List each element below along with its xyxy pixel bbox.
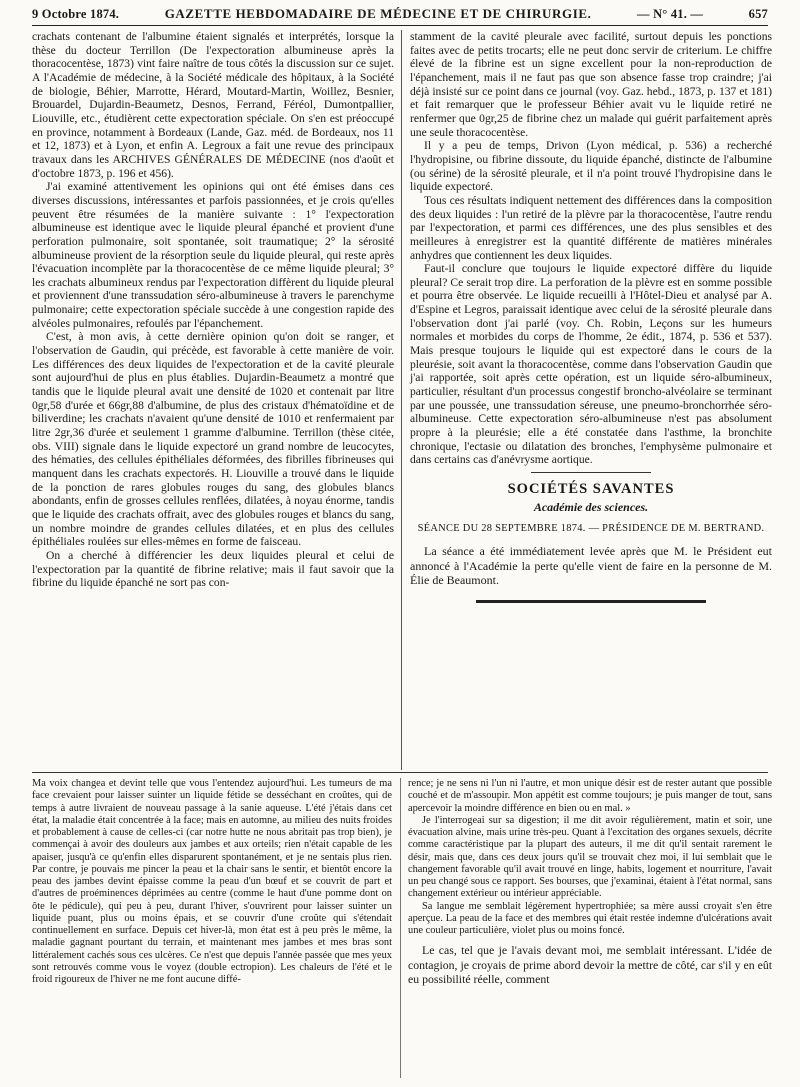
subsection-title: Académie des sciences. (533, 499, 649, 514)
feuilleton-right (408, 778, 772, 986)
session-line: SÉANCE DU 28 SEPTEMBRE 1874. — PRÉSIDENCE DE M. BERTRAND. (417, 523, 765, 535)
paragraph: C'est, à mon avis, à cette dernière opinion qu'on doit se ranger, et l'observation de Gaudin, qui précède, est favorable à cette manière de voir. Les différences des deux liquides de l'expectoration et de la cavité pleurale sont aujourd'hui de plus en plus établies. Dujardin-Beaumetz a montré que tandis que le liquide pleural avait une densité de 1020 et contenait par litre 0gr,58 d'urée et 66gr,88 d'albumine, de plus des cristaux d'hématoïdine et de biliverdine; les crachats n'avaient qu'une densité de 1010 et renfermaient par litre 2gr,36 d'urée et seulement 1 gramme d'albumine. Terrillon (thèse citée, obs. VIII) signale dans le liquide expectoré un grand nombre de leucocytes, des hématies, des cellules épithéliales déformées, des fibrilles fibrineuses qui manquent dans les crachats expectorés. H. Liouville a trouvé dans le liquide de la ponction de rares globules rouges du sang, des globules blancs abondants, enfin de grosses cellules renflées, dilatées, à noyau énorme, tandis que le liquide des crachats offrait, avec des globules rouges et blancs du sang, un nombre moindre de grandes cellules dilatées, et en plus des cellules épithéliales roulées sur elles-mêmes en forme de faisceau. (32, 330, 394, 549)
paragraph: stamment de la cavité pleurale avec facilité, surtout depuis les ponctions faites avec de petits trocarts; elle ne peut donc servir de criterium. Le chiffre élevé de la fibrine est un signe excellent pour la non-reproduction de l'épanchement, mais il ne faut pas que son absence fasse trop craindre; j'ai déjà insisté sur ce point dans ce journal (voy. Gaz. hebd., 1873, p. 137 et 181) et fait remarquer que le professeur Béhier avait vu le liquide retiré ne renfermer que 0gr,25 de fibrine chez un malade qui guérit parfaitement après une seule thoracocentèse. (410, 30, 772, 139)
section-end-rule (476, 600, 706, 603)
column-left (32, 30, 394, 590)
paragraph: Ma voix changea et devint telle que vous l'entendez aujourd'hui. Les tumeurs de ma face crevaient pour laisser suinter un liquide fétide se desséchant en croûtes, qui de temps à autre livraient de nouveau passage à la sanie aqueuse. L'été j'étais dans cet état, la maladie était concentrée à la face; mais en automne, au milieu des nuits froides et probablement à cause de celles-ci (car notre hutte ne nous abritait pas trop bien), je commençai à avoir des douleurs aux jambes et aux orteils; rien n'était capable de les apaiser, jusqu'à ce qu'enfin elles disparurent spontanément, et je ne sentais plus rien. Par contre, je pouvais me pincer la peau et la chair sans le sentir, et bientôt encore la peau des jambes devint épaisse comme la peau d'un bœuf et se couvrit de part et d'autres de proéminences déprimées au centre (comme le haut d'une pomme dont on ôte le pédicule), qui peu à peu, durant l'hiver, s'ouvrirent pour laisser suinter un liquide puant, plus ou moins épais, et se couvrir d'une croûte qui s'étendait continuellement en surface. Depuis cet hiver-là, mon état est à peu près le même, la maladie gagnant pourtant du terrain, et maintenant mes jambes et mes bras sont littéralement cachés sous ces ulcères. Ce n'est que depuis l'année passée que mes yeux sont retrouvés comme vous le voyez (double ectropion). Les chaleurs de l'été et le froid rigoureux de l'hiver ne me font aucune diffé- (32, 778, 392, 985)
paragraph: La séance a été immédiatement levée après que M. le Président eut annoncé à l'Académie la perte qu'elle vient de faire en la personne de M. Élie de Beaumont. (410, 543, 772, 588)
paragraph: On a cherché à différencier les deux liquides pleural et celui de l'expectoration par la quantité de fibrine relative; mais il faut savoir que la fibrine du liquide épanché ne sort pas con- (32, 548, 394, 590)
page-header (32, 6, 768, 26)
feuilleton-divider (400, 778, 401, 1078)
section-rule (531, 472, 651, 473)
paragraph: rence; je ne sens ni l'un ni l'autre, et mon unique désir est de rester autant que possible couché et de m'assoupir. Mon appétit est comme toujours; je puis manger de tout, sans apercevoir la moindre différence en bien ou en mal. » (408, 778, 772, 814)
column-right (410, 30, 772, 603)
section-title: SOCIÉTÉS SAVANTES (507, 481, 675, 497)
header-issue: — N° 41. — (637, 7, 704, 21)
paragraph: Faut-il conclure que toujours le liquide expectoré diffère du liquide pleural? Ce serait trop dire. La perforation de la plèvre est en somme possible et pourra être observée. Le liquide recueilli à l'Hôtel-Dieu et analysé par A. d'Espine et Legros, paraissait identique avec celui de la sérosité pleurale dans l'observation dont j'ai parlé (voy. Ch. Robin, Leçons sur les humeurs normales et morbides du corps de l'homme, 2e édit., 1874, p. 536 et 537). Mais presque toujours le liquide qui est expectoré dans le cours de la pleurésie, soit avant la thoracocentèse, comme dans l'observation Gaudin que j'ai rapportée, soit après cette opération, est un liquide séro-albumineux, particulier, résultant d'un processus congestif broncho-alvéolaire se terminant par une poussée, une transsudation séreuse, une pneumo-bronchorrhée séro-albumineuse. Cette expectoration séro-albumineuse n'est pas absolument propre à la pleurésie; elle a été constatée dans l'asthme, la bronchite chronique, l'ectasie ou dilatation des bronches, l'emphysème pulmonaire et dans certains cas d'anévrysme aortique. (410, 262, 772, 467)
header-rule (32, 25, 768, 26)
header-title: GAZETTE HEBDOMADAIRE DE MÉDECINE ET DE CHIRURGIE. (164, 6, 592, 21)
column-divider (401, 30, 402, 770)
header-page-number: 657 (748, 7, 768, 21)
paragraph: J'ai examiné attentivement les opinions qui ont été émises dans ces diverses discussions, intéressantes et parfois passionnées, et je crois qu'elles peuvent être résumées de la manière suivante : 1° l'expectoration albumineuse est identique avec le liquide pleural épanché et provient d'une perforation pulmonaire, soit spontanée, soit traumatique; 2° la sérosité albumineuse provient de la résorption seule du liquide pleural, qui reste après l'évacuation incomplète par la thoracocentèse de ce même liquide pleural; 3° les crachats albumineux rendus par l'expectoration diffèrent du liquide pleural et proviennent d'une transsudation séro-albumineuse à travers le parenchyme pulmonaire; cette expectoration spéciale succède à une congestion rapide des alvéoles pulmonaires, refoulés par l'épanchement. (32, 180, 394, 330)
paragraph: Je l'interrogeai sur sa digestion; il me dit avoir régulièrement, matin et soir, une évacuation alvine, mais urine très-peu. Quant à l'excitation des organes sexuels, décrite comme caractéristique par la plupart des auteurs, il me dit qu'il sentait rarement le désir, mais que, dans ces deux jours qu'il se trouvait chez moi, il lui semblait que le changement favorable qu'il avait trouvé en linge, habits, logement et nourriture, l'avait un peu changé sous ce rapport. Ses bourses, que j'examinai, étaient à l'état normal, sans changement extérieur ou intérieur appréciable. (408, 814, 772, 900)
feuilleton-rule (32, 772, 768, 773)
paragraph: Il y a peu de temps, Drivon (Lyon médical, p. 536) a recherché l'hydropisine, ou fibrine dissoute, du liquide épanché, distincte de l'albumine (ou sérine) de la sérosité pleurale, et il n'a point trouvé l'hydropisine dans le liquide expectoré. (410, 139, 772, 194)
paragraph: crachats contenant de l'albumine étaient signalés et interprétés, lorsque la thèse du docteur Terrillon (De l'expectoration albumineuse après la thoracocentèse, 1873) vint faire naître de tous côtés la discussion sur ce sujet. A l'Académie de médecine, à la Société médicale des hôpitaux, à la Société de biologie, Béhier, Marrotte, Hérard, Moutard-Martin, Woillez, Besnier, Brouardel, Dujardin-Beaumetz, Desnos, Ferrand, Féréol, Dumontpallier, Liouville, etc., étudièrent cette expectoration spéciale. On s'en est préoccupé en province, notamment à Bordeaux (Lande, Gaz. méd. de Bordeaux, nos 11 et 12, 1873) et à Lyon, et enfin A. Legroux a fait une revue des principaux travaux dans les ARCHIVES GÉNÉRALES DE MÉDECINE (nos d'août et d'octobre 1873, p. 196 et 456). (32, 30, 394, 180)
paragraph: Tous ces résultats indiquent nettement des différences dans la composition des deux liquides : l'un retiré de la plèvre par la thoracocentèse, l'autre rendu par l'expectoration, et parmi ces différences, une des plus sensibles et des meilleures à enregistrer est la quantité différente de matières minérales anhydres que contiennent les deux liquides. (410, 193, 772, 262)
paragraph: Sa langue me semblait légèrement hypertrophiée; sa mère aussi croyait s'en être aperçue. La peau de la face et des membres qui était restée indemne d'ulcérations avait une couleur particulière, violet plus ou moins foncé. (408, 900, 772, 936)
header-date: 9 Octobre 1874. (32, 7, 120, 21)
paragraph: Le cas, tel que je l'avais devant moi, me semblait intéressant. L'idée de contagion, je croyais de prime abord devoir la mettre de côté, car s'il y en eût eu possibilité réelle, comment (408, 943, 772, 987)
feuilleton-left (32, 778, 392, 986)
